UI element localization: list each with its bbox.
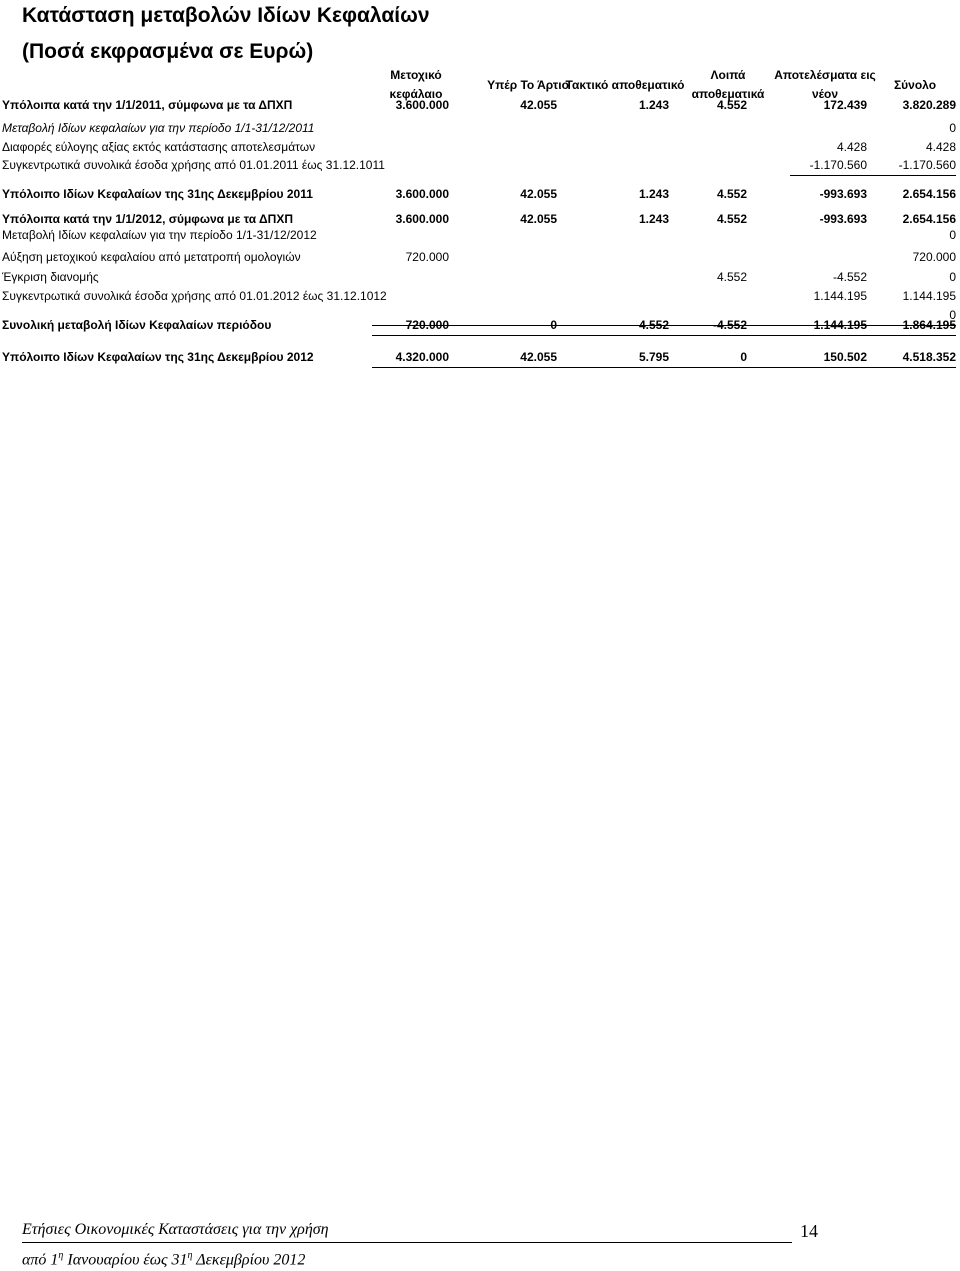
- row-value-col-1: 720.000: [405, 250, 449, 264]
- row-value-col-5: 150.502: [823, 350, 867, 364]
- row-label: Συνολική μεταβολή Ιδίων Κεφαλαίων περιόδου: [2, 318, 272, 332]
- row-value-col-6: 0: [949, 121, 956, 135]
- table-row: [0, 98, 960, 118]
- row-label: Υπόλοιπο Ιδίων Κεφαλαίων της 31ης Δεκεμβρίου 2012: [2, 350, 314, 364]
- column-header-line-1: Τακτικό αποθεματικό: [565, 78, 685, 92]
- column-header-line-2: αποθεματικά: [691, 87, 765, 101]
- table-row: [0, 270, 960, 290]
- row-value-col-4: -4.552: [712, 318, 747, 332]
- table-row: [0, 228, 960, 248]
- row-label: Διαφορές εύλογης αξίας εκτός κατάστασης αποτελεσμάτων: [2, 140, 316, 154]
- row-label: Μεταβολή Ιδίων κεφαλαίων για την περίοδο 1/1-31/12/2012: [2, 228, 317, 242]
- row-value-col-1: 3.600.000: [395, 187, 449, 201]
- row-label: Έγκριση διανομής: [2, 270, 99, 284]
- total-underline: [790, 175, 956, 176]
- row-value-col-6: 0: [949, 270, 956, 284]
- row-value-col-1: 3.600.000: [395, 212, 449, 226]
- row-label: Συγκεντρωτικά συνολικά έσοδα χρήσης από 01.01.2012 έως 31.12.1012: [2, 289, 387, 303]
- row-value-col-6: 3.820.289: [902, 98, 956, 112]
- page-number: 14: [800, 1221, 818, 1241]
- column-header-line-1: Σύνολο: [893, 78, 937, 92]
- footer-superscript-1: η: [58, 1250, 64, 1261]
- row-value-col-6: 0: [949, 228, 956, 242]
- column-header-line-2: κεφάλαιο: [389, 87, 443, 101]
- column-header-3: [566, 76, 685, 95]
- row-label: Συγκεντρωτικά συνολικά έσοδα χρήσης από 01.01.2011 έως 31.12.1011: [2, 158, 385, 172]
- row-value-col-6: -1.170.560: [898, 158, 956, 172]
- footer-line-2-part-2: Ιανουαρίου έως 31: [63, 1251, 188, 1269]
- row-value-col-5: -993.693: [819, 212, 867, 226]
- row-value-col-2: 42.055: [520, 212, 557, 226]
- total-underline: [372, 335, 956, 336]
- row-value-col-4: 4.552: [716, 187, 747, 201]
- row-value-col-2: 42.055: [520, 187, 557, 201]
- row-value-col-3: 1.243: [638, 98, 669, 112]
- row-label: Μεταβολή Ιδίων κεφαλαίων για την περίοδο 1/1-31/12/2011: [2, 121, 315, 135]
- column-header-2: [487, 76, 569, 95]
- footer-line-2-part-3: Δεκεμβρίου 2012: [192, 1251, 306, 1269]
- footer-line-2-part-1: από 1: [22, 1251, 59, 1269]
- row-value-col-3: 1.243: [638, 212, 669, 226]
- row-value-col-6: 4.518.352: [902, 350, 956, 364]
- footer-rule: [22, 1242, 792, 1243]
- row-value-col-2: 42.055: [520, 98, 557, 112]
- row-label: Υπόλοιπο Ιδίων Κεφαλαίων της 31ης Δεκεμβρίου 2011: [2, 187, 313, 201]
- column-header-6: [894, 76, 936, 95]
- table-row: [0, 140, 960, 160]
- row-value-col-5: 172.439: [823, 98, 867, 112]
- row-value-col-1: 4.320.000: [395, 350, 449, 364]
- row-value-col-1: 720.000: [405, 318, 449, 332]
- row-value-col-1: 3.600.000: [395, 98, 449, 112]
- row-label: Υπόλοιπα κατά την 1/1/2011, σύμφωνα με τα ΔΠΧΠ: [2, 98, 293, 112]
- row-label: Αύξηση μετοχικού κεφαλαίου από μετατροπή ομολογιών: [2, 250, 301, 264]
- footer-line-2: [22, 1250, 305, 1269]
- row-value-col-5: 1.144.195: [813, 289, 867, 303]
- table-row: [0, 187, 960, 207]
- row-value-col-6: 0: [949, 308, 956, 322]
- column-header-line-1: Υπέρ Το Άρτιο: [487, 78, 569, 92]
- row-value-col-6: 720.000: [912, 250, 956, 264]
- row-value-col-5: -993.693: [819, 187, 867, 201]
- row-value-col-3: 5.795: [638, 350, 669, 364]
- row-value-col-4: 0: [740, 350, 747, 364]
- row-value-col-3: 1.243: [638, 187, 669, 201]
- row-value-col-5: 1.144.195: [813, 318, 867, 332]
- row-value-col-4: 4.552: [716, 98, 747, 112]
- row-value-col-3: 4.552: [638, 318, 669, 332]
- column-header-line-1: Αποτελέσματα εις: [774, 68, 876, 82]
- row-value-col-6: 2.654.156: [902, 212, 956, 226]
- table-row: [0, 250, 960, 270]
- column-header-line-1: Μετοχικό: [390, 68, 442, 82]
- row-value-col-2: 42.055: [520, 350, 557, 364]
- footer-line-1: Ετήσιες Οικονομικές Καταστάσεις για την χρήση: [22, 1221, 329, 1238]
- total-underline: [372, 367, 956, 368]
- row-value-col-2: 0: [550, 318, 557, 332]
- document-subtitle: (Ποσά εκφρασμένα σε Ευρώ): [22, 40, 314, 63]
- row-value-col-6: 2.654.156: [902, 187, 956, 201]
- row-value-col-6: 1.864.195: [902, 318, 956, 332]
- row-value-col-6: 4.428: [925, 140, 956, 154]
- row-value-col-6: 1.144.195: [902, 289, 956, 303]
- row-value-col-4: 4.552: [716, 270, 747, 284]
- row-value-col-5: -4.552: [832, 270, 867, 284]
- document-title: Κατάσταση μεταβολών Ιδίων Κεφαλαίων: [22, 4, 430, 27]
- table-row: [0, 121, 960, 141]
- row-value-col-5: -1.170.560: [809, 158, 867, 172]
- footer-superscript-2: η: [187, 1250, 193, 1261]
- row-value-col-4: 4.552: [716, 212, 747, 226]
- row-value-col-5: 4.428: [836, 140, 867, 154]
- column-header-line-2: νέον: [811, 87, 839, 101]
- row-label: Υπόλοιπα κατά την 1/1/2012, σύμφωνα με τα ΔΠΧΠ: [2, 212, 294, 226]
- column-header-line-1: Λοιπά: [710, 68, 746, 82]
- table-row: [0, 289, 960, 309]
